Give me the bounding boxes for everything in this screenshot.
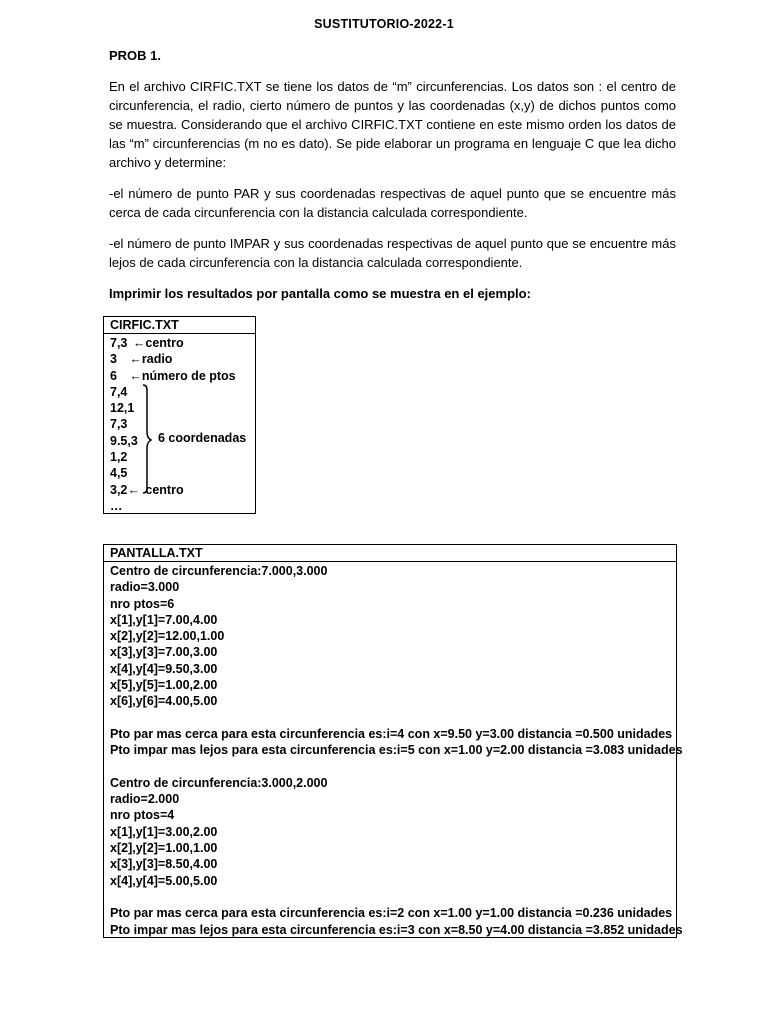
blank-line [104, 889, 676, 905]
output-line: x[3],y[3]=7.00,3.00 [110, 645, 218, 660]
cirfic-line: 1,2 [110, 450, 128, 465]
output-line: Pto impar mas lejos para esta circunferencia es:i=5 con x=1.00 y=2.00 distancia =3.083 unidades [110, 743, 683, 758]
cirfic-line: 7,3 ←centro [110, 336, 184, 350]
cirfic-line: 9.5,3 [110, 433, 138, 448]
cirfic-line: 3 ←radio [110, 352, 173, 367]
output-line: nro ptos=6 [110, 596, 175, 611]
cirfic-line: 3,2← centro [110, 482, 184, 497]
print-instruction: Imprimir los resultados por pantalla como se muestra en el ejemplo: [109, 286, 531, 301]
cirfic-header: CIRFIC.TXT [104, 317, 255, 334]
blank-line [104, 710, 676, 726]
output-line: Pto par mas cerca para esta circunferencia es:i=2 con x=1.00 y=1.00 distancia =0.236 unidades [110, 906, 673, 921]
cirfic-body [104, 334, 255, 514]
output-line: x[4],y[4]=9.50,3.00 [110, 661, 218, 676]
output-line: x[1],y[1]=7.00,4.00 [110, 612, 218, 627]
brace-label: 6 coordenadas [158, 431, 247, 445]
pantalla-output-box [103, 544, 683, 938]
curly-brace-icon [142, 384, 152, 494]
output-line: x[5],y[5]=1.00,2.00 [110, 678, 218, 693]
output-line: nro ptos=4 [110, 808, 175, 823]
pantalla-header: PANTALLA.TXT [104, 545, 676, 562]
output-line: Pto par mas cerca para esta circunferencia es:i=4 con x=9.50 y=3.00 distancia =0.500 unidades [110, 726, 673, 741]
output-line: x[4],y[4]=5.00,5.00 [110, 873, 218, 888]
pantalla-body [104, 562, 683, 938]
cirfic-file-box [103, 316, 256, 514]
cirfic-line: 12,1 [110, 401, 135, 416]
cirfic-line: … [110, 498, 123, 513]
cirfic-line: 6 ←número de ptos [110, 368, 236, 383]
output-line: Pto impar mas lejos para esta circunferencia es:i=3 con x=8.50 y=4.00 distancia =3.852 unidades [110, 922, 683, 937]
output-line: x[2],y[2]=12.00,1.00 [110, 629, 225, 644]
output-line: radio=3.000 [110, 580, 180, 595]
requirement-odd-point: -el número de punto IMPAR y sus coordenadas respectivas de aquel punto que se encuentre más lejos de cada circunferencia con la distancia calculada correspondiente. [109, 236, 676, 270]
output-line: x[3],y[3]=8.50,4.00 [110, 857, 218, 872]
problem-heading: PROB 1. [109, 48, 162, 63]
cirfic-line: 4,5 [110, 466, 128, 481]
blank-line [104, 759, 676, 775]
output-line: radio=2.000 [110, 792, 180, 807]
output-line: Centro de circunferencia:7.000,3.000 [110, 564, 328, 578]
problem-statement: En el archivo CIRFIC.TXT se tiene los datos de “m” circunferencias. Los datos son : el centro de circunferencia, el radio, cierto número de puntos y las coordenadas (x,y) de dichos puntos como se muestra. Considerando que el archivo CIRFIC.TXT contiene en este mismo orden los datos de las “m” circunferencias (m no es dato). Se pide elaborar un programa en lenguaje C que lea dicho archivo y determine: [109, 79, 676, 170]
output-line: x[6],y[6]=4.00,5.00 [110, 694, 218, 709]
requirement-even-point: -el número de punto PAR y sus coordenadas respectivas de aquel punto que se encuentre más cerca de cada circunferencia con la distancia calculada correspondiente. [109, 186, 676, 220]
output-line: x[1],y[1]=3.00,2.00 [110, 824, 218, 839]
document-title: SUSTITUTORIO-2022-1 [314, 17, 454, 31]
output-line: Centro de circunferencia:3.000,2.000 [110, 775, 328, 790]
output-line: x[2],y[2]=1.00,1.00 [110, 841, 218, 856]
cirfic-line: 7,4 [110, 384, 128, 399]
cirfic-line: 7,3 [110, 417, 128, 432]
